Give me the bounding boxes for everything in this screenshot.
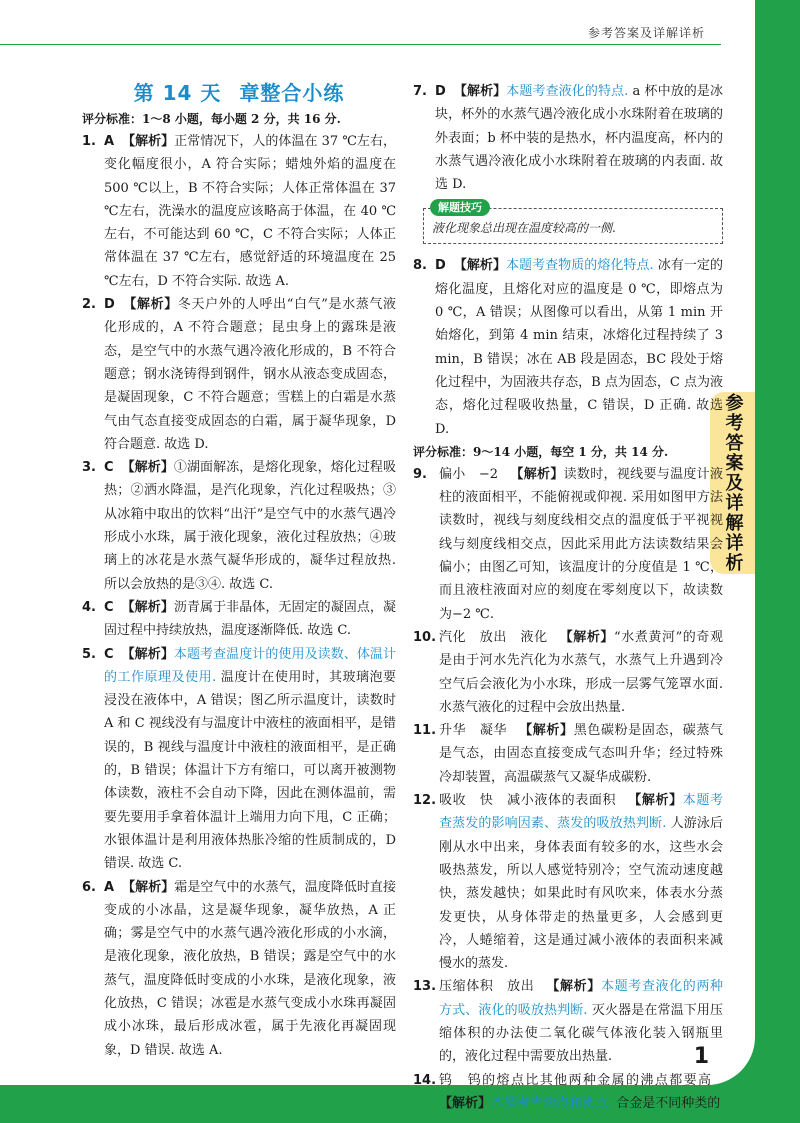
analysis-tag: 【解析】 [121,599,174,615]
item-text: 人游泳后刚从水中出来，身体表面有较多的水，这些水会吸热蒸发，所以人感觉特别冷；空气流动速度越快，蒸发越快；如果此时有风吹来，体表水分蒸发更快，从身体带走的热量更多，人会感到更冷，人蜷缩着，这是通过减小液体的表面积来减慢水的蒸发. [439,816,723,972]
item-answer: A [104,134,115,149]
item-number: 4. [82,599,96,615]
analysis-tag: 【解析】 [122,879,175,895]
item-number: 5. [82,646,96,662]
item-answer: A [104,879,115,895]
item-answer: D [435,84,446,99]
item-answer: C [104,646,114,662]
analysis-tag: 【解析】 [628,793,683,809]
answer-item [413,80,723,196]
item-text: “水煮黄河”的奇观是由于河水先汽化为水蒸气，水蒸气上升遇到冷空气后会液化为小水珠，形成一层雾气笼罩水面. 水蒸气液化的过程中会放出热量. [439,629,723,715]
topic-highlight: 本题考查熔点和沸点. [491,1095,613,1111]
chapter-label: 章整合小练 [239,81,345,105]
right-column [413,80,723,1115]
item-number: 6. [82,879,96,895]
analysis-tag: 【解析】 [121,460,174,476]
item-number: 2. [82,297,96,313]
item-text: 读数时，视线要与温度计液柱的液面相平，不能俯视或仰视. 采用如图甲方法读数时，视线与刻度线相交点的温度低于平视视线与刻度线相交点，因此采用此方法读数结果会偏小；由图乙可知，该温度计的分度值是 1 ℃，而且液柱液面对应的刻度在零刻度以下，故读数为−2 ℃. [439,466,723,622]
answer-item [82,643,396,876]
item-answer: 升华 凝华 [439,723,508,739]
running-header: 参考答案及详解详析 [587,26,705,40]
item-text: 合金是不同种类的 [612,1095,721,1111]
answer-item [413,626,723,719]
item-text: 沥青属于非晶体，无固定的凝固点，凝固过程中持续放热，温度逐渐降低. 故选 C. [104,599,396,639]
item-text: ①湖面解冻，是熔化现象，熔化过程吸热；②洒水降温，是汽化现象，汽化过程吸热；③从冰箱中取出的饮料“出汗”是空气中的水蒸气遇冷形成小水珠，属于液化现象，液化过程放热；④玻璃上的冰花是水蒸气凝华形成的，凝华过程放热. 所以会放热的是③④. 故选 C. [104,460,396,592]
tip-text: 液化现象总出现在温度较高的一侧. [432,221,616,236]
scoring-standard-2: 评分标准：9～14 小题，每空 1 分，共 14 分. [413,444,669,459]
item-answer: D [435,258,446,274]
analysis-tag: 【解析】 [122,297,178,313]
item-text: 黑色碳粉是固态，碳蒸气是气态，由固态直接变成气态叫升华；经过特殊冷却装置，高温碳蒸气又凝华成碳粉. [439,723,723,785]
item-number: 9. [413,466,427,482]
answer-item [82,130,396,293]
answer-item [413,789,723,975]
item-answer: 压缩体积 放出 [439,979,535,995]
analysis-tag: 【解析】 [510,466,564,482]
item-number: 1. [82,134,96,149]
item-number: 12. [413,793,437,809]
header-divider [0,44,721,45]
item-text: 冬天户外的人呼出“白气”是水蒸气液化形成的，A 不符合题意；昆虫身上的露珠是液态，是空气中的水蒸气遇冷液化形成的，B 不符合题意；钢水浇铸得到钢件，钢水从液态变成固态，是凝固现象，C 不符合题意；雪糕上的白霜是水蒸气由气态直接变成固态的白霜，属于凝华现象，D 符合题意. 故选 D. [104,297,396,452]
item-answer: C [104,460,114,476]
side-tab-label: 参考答案及详解详析 [722,393,744,573]
tip-badge: 解题技巧 [430,199,490,216]
left-column [82,80,396,1062]
item-answer: 偏小 −2 [439,466,499,482]
item-text: 冰有一定的熔化温度，且熔化对应的温度是 0 ℃，即熔点为 0 ℃，A 错误；从图像可以看出，从第 1 min 开始熔化，到第 4 min 结束，冰熔化过程持续了 3 min，B 错误；冰在 AB 段是固态，BC 段处于熔化过程中，为固液共存态，B 点为固态，C 点为液态，熔化过程吸收热量，C 错误，D 正确. 故选 D. [435,258,723,437]
item-answer: 汽化 放出 液化 [439,629,548,645]
item-answer: D [104,297,115,313]
topic-highlight: 本题考查液化的两种方式、液化的吸放热判断. [439,979,723,1018]
item-answer: 钨 钨的熔点比其他两种金属的沸点都要高 [439,1072,711,1088]
item-text: 灭火器是在常温下用压缩体积的办法使二氧化碳气体液化装入钢瓶里的，液化过程中需要放出热量. [439,1002,723,1065]
item-number: 3. [82,460,96,476]
item-number: 8. [413,258,427,274]
item-number: 14. [413,1072,437,1088]
answer-item [413,254,723,440]
item-number: 7. [413,84,427,99]
answer-item [413,975,723,1068]
answer-item [413,719,723,789]
scoring-standard-1: 评分标准：1～8 小题，每小题 2 分，共 16 分. [82,112,341,126]
analysis-tag: 【解析】 [439,1095,492,1111]
tip-box [423,201,723,244]
item-answer: C [104,599,114,615]
analysis-tag: 【解析】 [121,646,174,662]
page-number: 1 [693,1044,709,1069]
analysis-tag: 【解析】 [453,258,507,274]
answer-item [82,293,396,456]
analysis-tag: 【解析】 [453,84,507,99]
topic-highlight: 本题考查蒸发的影响因素、蒸发的吸放热判断. [439,793,723,832]
analysis-tag: 【解析】 [559,629,615,645]
answer-item [82,596,396,643]
answer-item [413,1069,723,1116]
item-answer: 吸收 快 减小液体的表面积 [439,793,617,809]
answer-item [82,456,396,596]
item-number: 11. [413,723,437,739]
topic-highlight: 本题考查液化的特点. [506,84,629,99]
analysis-tag: 【解析】 [122,134,175,149]
day-label: 第 14 天 [133,81,222,105]
item-number: 10. [413,629,437,645]
topic-highlight: 本题考查物质的熔化特点. [506,258,654,274]
item-text: a 杯中放的是冰块，杯外的水蒸气遇冷液化成小水珠附着在玻璃的外表面；b 杯中装的是热水，杯内温度高，杯内的水蒸气遇冷液化成小水珠附着在玻璃的内表面. 故选 D. [435,84,723,193]
item-text: 温度计在使用时，其玻璃泡要浸没在液体中，A 错误；图乙所示温度计，读数时 A 和 C 视线没有与温度计中液柱的液面相平，是错误的，B 视线与温度计中液柱的液面相平，是正确的，B 错误；体温计下方有缩口，可以离开被测物体读数，液柱不会自动下降，因此在测体温前，需要先要用手拿着体温计上端用力向下甩，C 正确；水银体温计是利用液体热胀冷缩的性质制成的，D 错误. 故选 C. [104,669,396,872]
analysis-tag: 【解析】 [546,979,601,995]
page-title [82,80,396,106]
item-text: 正常情况下，人的体温在 37 ℃左右，变化幅度很小，A 符合实际；蜡烛外焰的温度在 500 ℃以上，B 不符合实际；人体正常体温在 37 ℃左右，洗澡水的温度应该略高于体温，在 40 ℃左右，不可能达到 60 ℃，C 不符合实际；人体正常体温在 37 ℃左右，感觉舒适的环境温度在 25 ℃左右，D 不符合实际. 故选 A. [104,134,396,289]
topic-highlight: 本题考查温度计的使用及读数、体温计的工作原理及使用. [104,646,396,685]
item-text: 霜是空气中的水蒸气，温度降低时直接变成的小冰晶，这是凝华现象，凝华放热，A 正确；雾是空气中的水蒸气遇冷液化形成的小水滴，是液化现象，液化放热，B 错误；露是空气中的水蒸气，温度降低时变成的小水珠，是液化现象，液化放热，C 错误；冰雹是水蒸气变成小水珠再凝固成小冰珠，最后形成冰雹，属于先液化再凝固现象，D 错误. 故选 A. [104,879,396,1058]
answer-item [413,463,723,626]
item-number: 13. [413,979,437,995]
analysis-tag: 【解析】 [519,723,574,739]
answer-item [82,876,396,1062]
